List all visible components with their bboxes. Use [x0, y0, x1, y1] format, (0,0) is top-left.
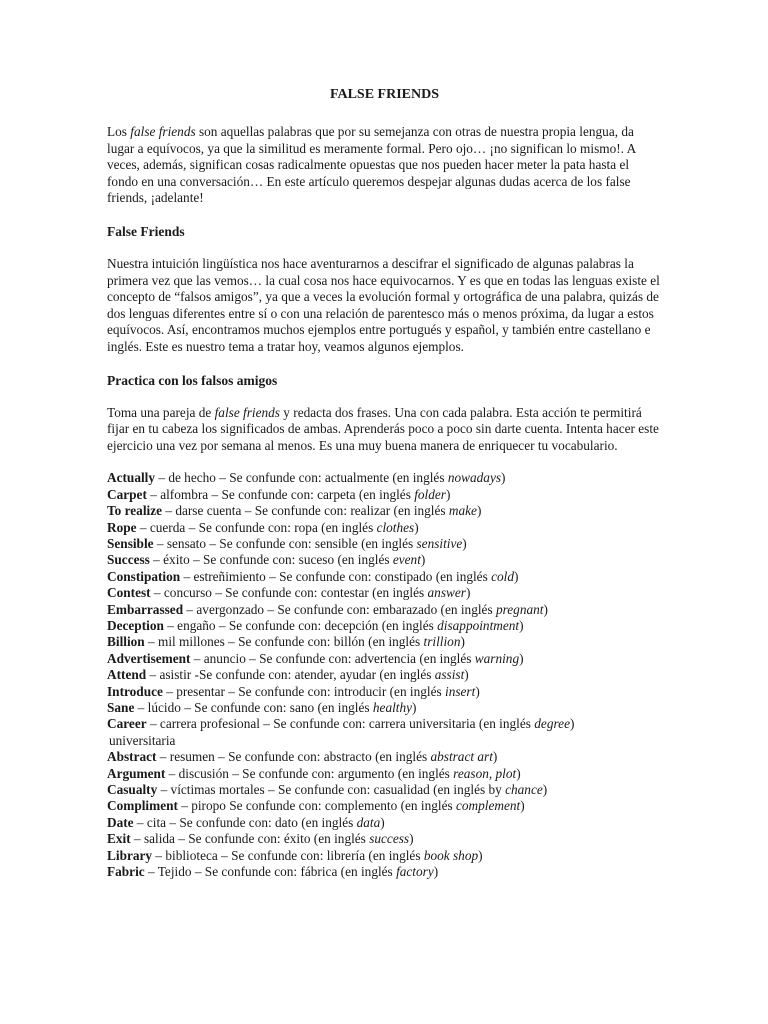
- vocabulary-closing: ): [542, 782, 548, 798]
- vocabulary-item: [107, 487, 662, 503]
- vocabulary-closing: ): [420, 552, 426, 568]
- vocabulary-description: – avergonzado – Se confunde con: embarazado (en inglés: [183, 601, 496, 617]
- vocabulary-item: [107, 536, 662, 552]
- vocabulary-english-word: pregnant: [495, 601, 544, 617]
- vocabulary-item: [107, 766, 662, 782]
- intro-text-start: Los: [107, 124, 131, 139]
- vocabulary-english-word: reason, plot: [453, 765, 517, 781]
- vocabulary-english-word: chance: [505, 782, 543, 798]
- vocabulary-english-word: insert: [445, 683, 476, 699]
- vocabulary-term: Carpet: [107, 486, 147, 502]
- practice-text-start: Toma una pareja de: [107, 404, 215, 420]
- intro-paragraph: [107, 124, 662, 207]
- vocabulary-term: Introduce: [107, 683, 163, 699]
- vocabulary-closing: ): [433, 864, 439, 880]
- vocabulary-english-word: trillion: [423, 634, 461, 650]
- vocabulary-description: – engaño – Se confunde con: decepción (en inglés: [163, 617, 438, 633]
- vocabulary-closing: ): [464, 667, 469, 683]
- vocabulary-term: Exit: [107, 831, 131, 847]
- vocabulary-item: [107, 667, 662, 683]
- vocabulary-item: [107, 634, 662, 650]
- vocabulary-description: – alfombra – Se confunde con: carpeta (en inglés: [146, 486, 415, 502]
- vocabulary-term: Attend: [107, 667, 147, 683]
- vocabulary-description: – discusión – Se confunde con: argumento (en inglés: [165, 765, 454, 781]
- vocabulary-closing: ): [475, 683, 480, 699]
- vocabulary-english-word: nowadays: [447, 470, 502, 486]
- document-page: [107, 86, 662, 880]
- vocabulary-description: – resumen – Se confunde con: abstracto (en inglés: [156, 749, 431, 765]
- vocabulary-term: Constipation: [107, 568, 181, 584]
- vocabulary-closing: ): [476, 503, 482, 519]
- vocabulary-term: Deception: [107, 617, 164, 633]
- vocabulary-term: Abstract: [107, 749, 157, 765]
- vocabulary-term: Billion: [107, 634, 145, 650]
- vocabulary-term: Library: [107, 847, 153, 863]
- vocabulary-term: Rope: [107, 519, 137, 535]
- vocabulary-item: [107, 503, 662, 519]
- vocabulary-english-word: make: [448, 503, 477, 519]
- vocabulary-closing: ): [414, 519, 419, 535]
- vocabulary-item: [107, 848, 662, 864]
- vocabulary-closing: ): [412, 700, 417, 715]
- vocabulary-closing: ): [501, 470, 506, 486]
- section-paragraph-false-friends: Nuestra intuición lingüística nos hace aventurarnos a descifrar el significado de algunas palabras la primera vez que las vemos… la cual cosa nos hace equivocarnos. Y es que en todas las lenguas existe el concepto de “falsos amigos”, ya que a veces la evolución formal y ortográfica de una palabra, quizás de dos lenguas diferentes entre sí o con una relación de parentesco más o menos próxima, da lugar a estos equívocos. Así, encontramos muchos ejemplos entre portugués y español, y también entre castellano e inglés. Este es nuestro tema a tratar hoy, veamos algunos ejemplos.: [107, 255, 660, 354]
- vocabulary-description: – éxito – Se confunde con: suceso (en inglés: [149, 552, 393, 568]
- intro-italic-term: false friends: [130, 124, 196, 139]
- vocabulary-term: To realize: [107, 503, 163, 519]
- vocabulary-term: Date: [107, 814, 134, 830]
- vocabulary-term: Embarrassed: [107, 601, 184, 617]
- vocabulary-closing: ): [543, 601, 548, 617]
- vocabulary-closing: ): [519, 650, 524, 666]
- vocabulary-description: – estreñimiento – Se confunde con: constipado (en inglés: [180, 568, 492, 584]
- vocabulary-english-word: abstract art: [430, 749, 493, 765]
- vocabulary-item: [107, 831, 662, 847]
- vocabulary-item: [107, 798, 662, 814]
- vocabulary-closing: ): [460, 634, 465, 650]
- vocabulary-description: – piropo Se confunde con: complemento (en inglés: [177, 798, 456, 814]
- vocabulary-description: – Tejido – Se confunde con: fábrica (en inglés: [144, 864, 397, 880]
- vocabulary-english-word: sensitive: [416, 535, 463, 551]
- vocabulary-english-word: disappointment: [437, 617, 520, 633]
- vocabulary-term: Casualty: [107, 782, 158, 798]
- vocabulary-item: [107, 602, 662, 618]
- vocabulary-item: [107, 470, 662, 486]
- vocabulary-closing: ): [462, 535, 467, 551]
- vocabulary-description: – sensato – Se confunde con: sensible (en inglés: [153, 535, 417, 551]
- vocabulary-item: [107, 552, 662, 568]
- vocabulary-closing: ): [445, 486, 451, 502]
- vocabulary-term: Fabric: [107, 864, 145, 880]
- vocabulary-item: [107, 815, 662, 831]
- vocabulary-english-word: folder: [414, 486, 446, 502]
- vocabulary-description: – cita – Se confunde con: dato (en inglés: [133, 814, 357, 830]
- vocabulary-item: [107, 651, 662, 667]
- vocabulary-description: – biblioteca – Se confunde con: librería (en inglés: [152, 847, 424, 863]
- vocabulary-closing: ): [516, 765, 521, 781]
- vocabulary-english-word: degree: [534, 716, 570, 732]
- section-paragraph-practice: [107, 405, 662, 455]
- vocabulary-item: [107, 864, 662, 880]
- section-heading-practice: Practica con los falsos amigos: [107, 372, 278, 388]
- vocabulary-english-word: answer: [427, 585, 466, 601]
- vocabulary-description: – darse cuenta – Se confunde con: realizar (en inglés: [162, 503, 449, 519]
- vocabulary-description: – de hecho – Se confunde con: actualmente (en inglés: [155, 470, 448, 486]
- page-title: FALSE FRIENDS: [329, 87, 440, 102]
- vocabulary-closing: ): [569, 716, 575, 732]
- vocabulary-english-word: event: [392, 552, 421, 568]
- vocabulary-english-word: clothes: [376, 519, 415, 535]
- vocabulary-description: – presentar – Se confunde con: introducir (en inglés: [162, 683, 446, 699]
- vocabulary-english-word: complement: [455, 798, 521, 814]
- vocabulary-term: Actually: [107, 470, 156, 486]
- vocabulary-english-word: healthy: [372, 700, 413, 715]
- vocabulary-closing: ): [465, 585, 471, 601]
- vocabulary-continuation: universitaria: [109, 732, 176, 748]
- vocabulary-item: [107, 618, 662, 634]
- practice-italic-term: false friends: [214, 404, 280, 420]
- vocabulary-closing: ): [409, 831, 414, 847]
- vocabulary-english-word: assist: [434, 667, 465, 683]
- vocabulary-description: – salida – Se confunde con: éxito (en inglés: [130, 831, 370, 847]
- vocabulary-list: [107, 470, 662, 880]
- vocabulary-english-word: data: [356, 814, 381, 830]
- vocabulary-closing: ): [380, 814, 385, 830]
- vocabulary-item: [107, 684, 662, 700]
- vocabulary-closing: ): [492, 749, 498, 765]
- vocabulary-term: Compliment: [107, 798, 178, 814]
- vocabulary-description: – mil millones – Se confunde con: billón (en inglés: [144, 634, 424, 650]
- vocabulary-closing: ): [519, 617, 524, 633]
- vocabulary-term: Advertisement: [107, 650, 191, 666]
- vocabulary-english-word: success: [369, 831, 410, 847]
- section-heading-false-friends: False Friends: [107, 223, 185, 239]
- vocabulary-term: Sane: [107, 700, 135, 715]
- vocabulary-item: [107, 585, 662, 601]
- vocabulary-item: [107, 569, 662, 585]
- vocabulary-description: – carrera profesional – Se confunde con: carrera universitaria (en inglés: [146, 716, 535, 732]
- vocabulary-closing: ): [520, 798, 525, 814]
- vocabulary-description: – anuncio – Se confunde con: advertencia (en inglés: [190, 650, 475, 666]
- vocabulary-item: [107, 700, 662, 716]
- vocabulary-term: Career: [107, 716, 147, 732]
- vocabulary-item: [107, 782, 662, 798]
- vocabulary-term: Sensible: [107, 535, 154, 551]
- vocabulary-item: [107, 716, 662, 749]
- vocabulary-description: – asistir -Se confunde con: atender, ayudar (en inglés: [146, 667, 435, 683]
- vocabulary-term: Success: [107, 552, 150, 568]
- practice-text-rest: y redacta dos frases. Una con cada palabra. Esta acción te permitirá fijar en tu cabeza los significados de ambas. Aprenderás poco a poco sin darte cuenta. Intenta hacer este ejercicio una vez por semana al menos. Es una muy buena manera de enriquecer tu vocabulario.: [107, 404, 659, 453]
- vocabulary-description: – lúcido – Se confunde con: sano (en inglés: [134, 700, 373, 715]
- vocabulary-item: [107, 520, 662, 536]
- vocabulary-item: [107, 749, 662, 765]
- vocabulary-description: – concurso – Se confunde con: contestar (en inglés: [150, 585, 428, 601]
- vocabulary-english-word: cold: [491, 568, 514, 584]
- vocabulary-closing: ): [478, 847, 483, 863]
- vocabulary-description: – víctimas mortales – Se confunde con: casualidad (en inglés by: [157, 782, 506, 798]
- vocabulary-english-word: factory: [396, 864, 434, 880]
- vocabulary-description: – cuerda – Se confunde con: ropa (en inglés: [136, 519, 377, 535]
- vocabulary-closing: ): [514, 568, 519, 584]
- intro-text-rest: son aquellas palabras que por su semejanza con otras de nuestra propia lengua, da lugar a equívocos, ya que la similitud es meramente formal. Pero ojo… ¡no significan lo mismo!. A veces, además, significan cosas radicalmente opuestas que nos pueden hacer meter la pata hasta el fondo en una conversación… En este artículo queremos despejar algunas dudas acerca de los false friends, ¡adelante!: [107, 124, 636, 206]
- vocabulary-english-word: warning: [474, 650, 520, 666]
- vocabulary-term: Contest: [107, 585, 151, 601]
- vocabulary-english-word: book shop: [423, 847, 479, 863]
- vocabulary-term: Argument: [107, 765, 166, 781]
